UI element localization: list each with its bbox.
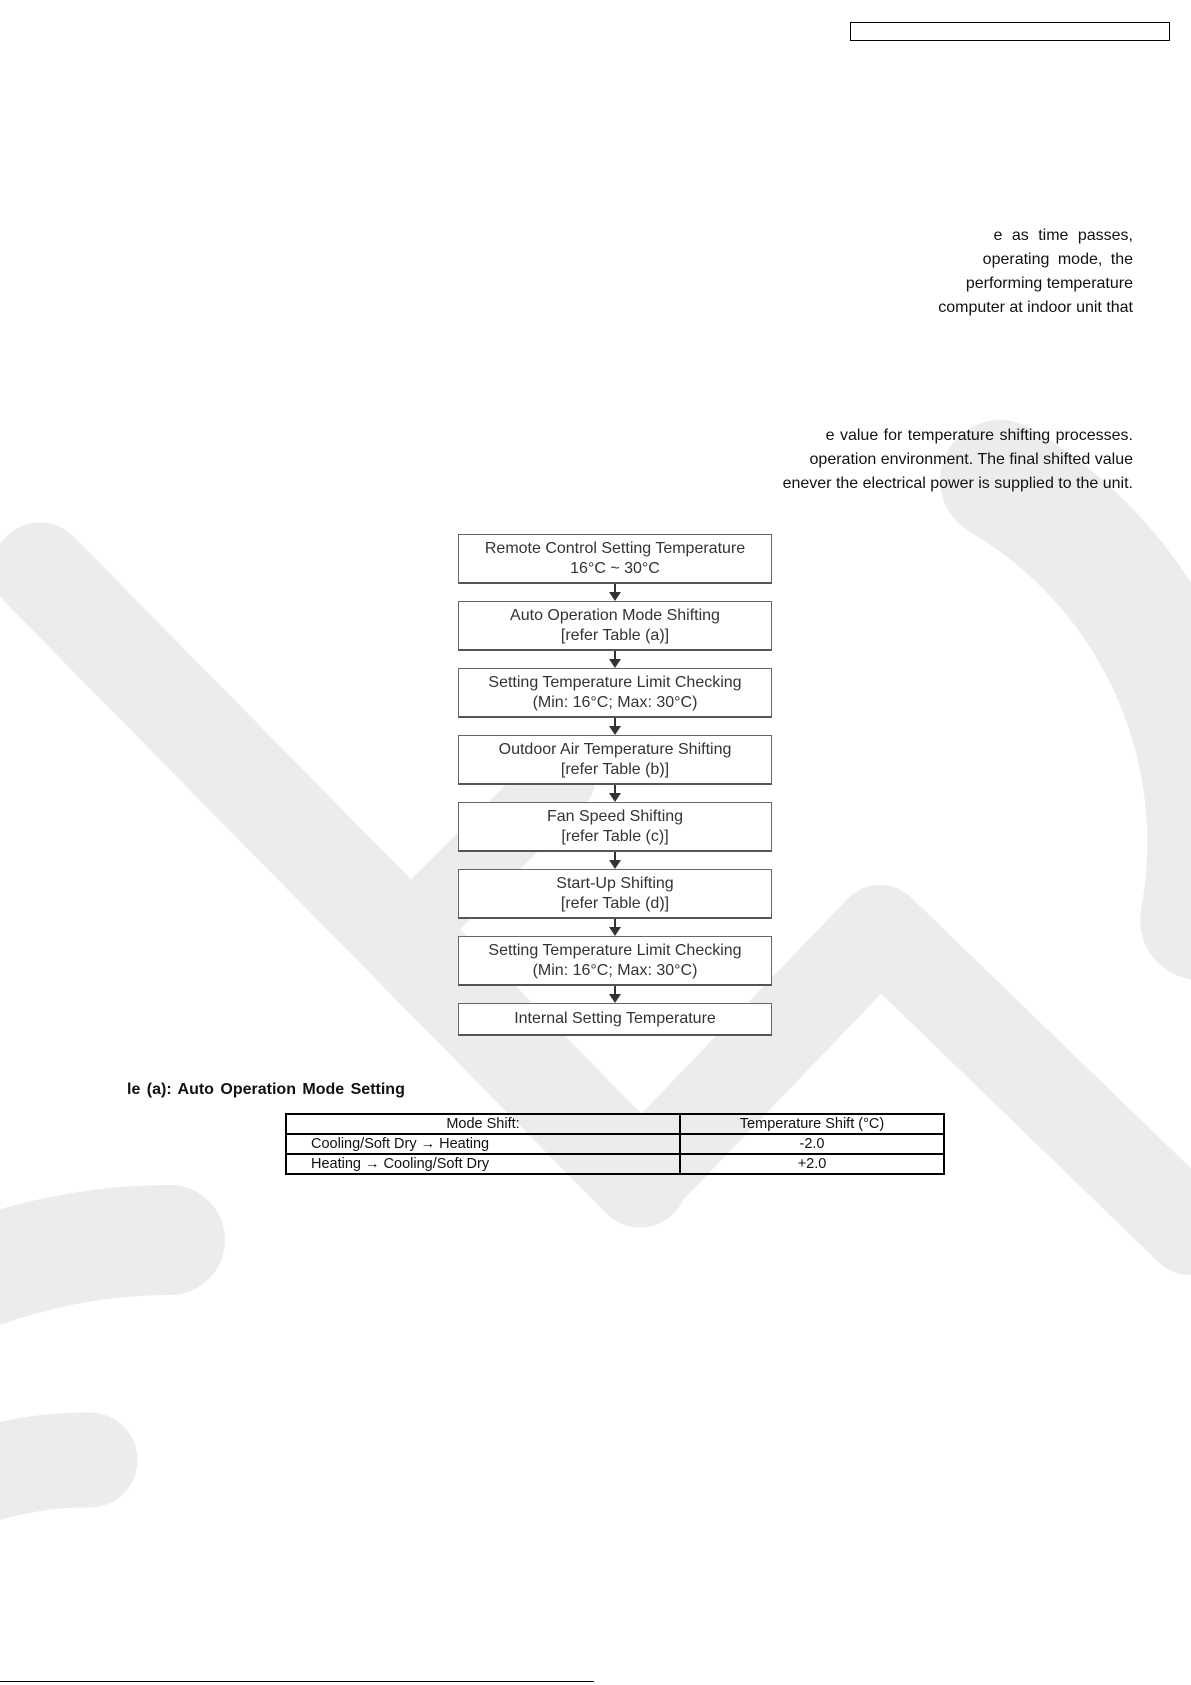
flow-step-line1: Setting Temperature Limit Checking	[488, 673, 742, 691]
table-cell-shift: -2.0	[680, 1134, 944, 1154]
header-box	[850, 22, 1170, 41]
flow-step-line2: [refer Table (c)]	[561, 827, 669, 845]
arrow-down-icon	[458, 651, 772, 668]
arrow-down-icon	[458, 785, 772, 802]
flow-step-line1: Internal Setting Temperature	[514, 1010, 716, 1027]
temperature-shift-flowchart	[458, 534, 772, 1036]
table-row	[286, 1154, 944, 1174]
flow-step-line2: (Min: 16°C; Max: 30°C)	[532, 961, 698, 979]
flow-step-line2: [refer Table (b)]	[560, 760, 670, 778]
paragraph-line: operating mode, the	[982, 251, 1133, 268]
flow-step-line2: [refer Table (d)]	[560, 894, 670, 912]
paragraph-line: e as time passes,	[993, 227, 1133, 244]
paragraph-line: operation environment. The final shifted value	[809, 451, 1133, 468]
table-row	[286, 1134, 944, 1154]
table-cell-shift: +2.0	[680, 1154, 944, 1174]
table-header-row	[286, 1114, 944, 1134]
flow-step-line1: Auto Operation Mode Shifting	[510, 606, 720, 624]
paragraph-line: computer at indoor unit that	[938, 299, 1133, 316]
arrow-down-icon	[458, 584, 772, 601]
flow-step-remote-control	[458, 534, 772, 584]
flow-step-line2: [refer Table (a)]	[560, 626, 670, 644]
flow-step-line1: Outdoor Air Temperature Shifting	[498, 740, 732, 758]
flow-step-line1: Start-Up Shifting	[556, 874, 674, 892]
table-cell-mode: Heating → Cooling/Soft Dry	[286, 1154, 680, 1174]
flow-step-limit-checking-final	[458, 936, 772, 986]
flow-step-limit-checking	[458, 668, 772, 718]
footer-rule	[0, 1681, 594, 1682]
table-cell-mode: Cooling/Soft Dry → Heating	[286, 1134, 680, 1154]
arrow-down-icon	[458, 986, 772, 1003]
paragraph-line: e value for temperature shifting processes.	[825, 427, 1133, 444]
arrow-down-icon	[458, 718, 772, 735]
arrow-down-icon	[458, 919, 772, 936]
flow-step-auto-mode-shifting	[458, 601, 772, 651]
auto-mode-shift-table	[285, 1113, 945, 1175]
flow-step-line1: Fan Speed Shifting	[546, 807, 684, 825]
paragraph-line: performing temperature	[965, 275, 1133, 292]
flow-step-start-up-shifting	[458, 869, 772, 919]
paragraph-line: enever the electrical power is supplied to the unit.	[782, 475, 1133, 492]
arrow-down-icon	[458, 852, 772, 869]
flow-step-internal-setting	[458, 1003, 772, 1036]
flow-step-line1: Remote Control Setting Temperature	[484, 539, 746, 557]
flow-step-line2: (Min: 16°C; Max: 30°C)	[532, 693, 698, 711]
flow-step-line1: Setting Temperature Limit Checking	[488, 941, 742, 959]
table-a-title: le (a): Auto Operation Mode Setting	[127, 1081, 405, 1098]
table-header-temperature-shift: Temperature Shift (°C)	[680, 1114, 944, 1134]
flow-step-fan-speed-shifting	[458, 802, 772, 852]
flow-step-outdoor-air-shifting	[458, 735, 772, 785]
flow-step-line2: 16°C ~ 30°C	[570, 559, 660, 577]
table-header-mode-shift: Mode Shift:	[286, 1114, 680, 1134]
